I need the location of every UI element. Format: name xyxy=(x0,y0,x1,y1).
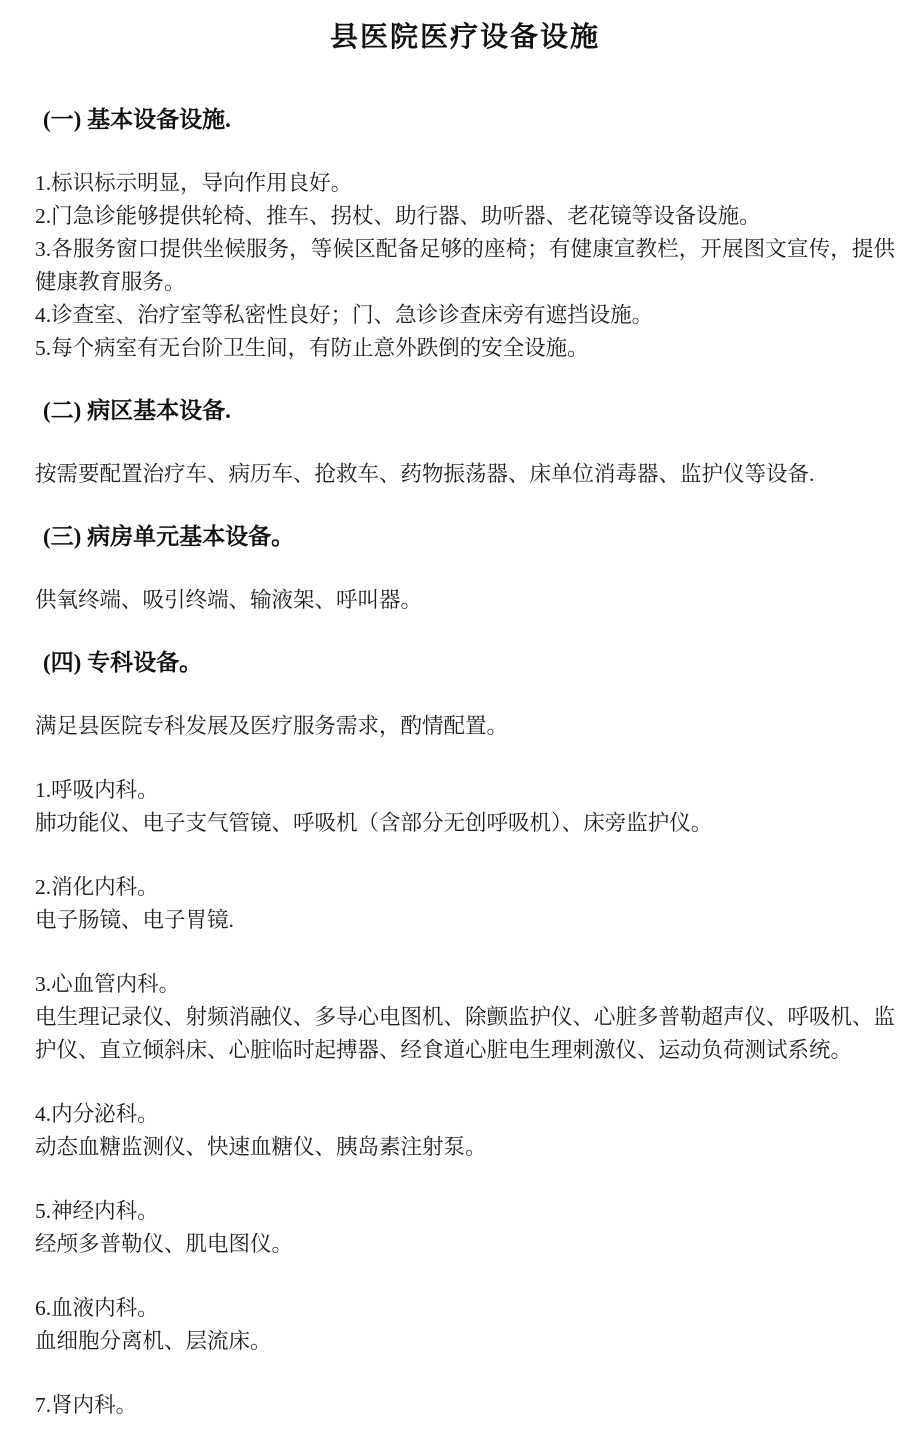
specialty-name: 1.呼吸内科。 xyxy=(35,778,159,802)
specialty-name: 3.心血管内科。 xyxy=(35,972,181,996)
specialty-block-neurology xyxy=(35,1195,895,1261)
specialty-name: 7.肾内科。 xyxy=(35,1393,138,1417)
document-page xyxy=(0,18,912,1436)
list-item: 4.诊查室、治疗室等私密性良好；门、急诊诊查床旁有遮挡设施。 xyxy=(35,303,654,327)
section-heading-1: (一) 基本设备设施. xyxy=(43,107,231,132)
section-4-body: 满足县医院专科发展及医疗服务需求，酌情配置。 xyxy=(35,714,509,738)
specialty-name: 4.内分泌科。 xyxy=(35,1102,159,1126)
section-heading-2: (二) 病区基本设备. xyxy=(43,398,231,423)
specialty-name: 5.神经内科。 xyxy=(35,1199,159,1223)
specialty-block-endocrinology xyxy=(35,1098,895,1164)
list-item: 2.门急诊能够提供轮椅、推车、拐杖、助行器、助听器、老花镜等设备设施。 xyxy=(35,204,761,228)
specialty-block-hematology xyxy=(35,1292,895,1358)
specialty-equipment: 血细胞分离机、层流床。 xyxy=(35,1329,272,1353)
specialty-block-cardiovascular xyxy=(35,968,895,1067)
specialty-name: 2.消化内科。 xyxy=(35,875,159,899)
specialty-equipment: 经颅多普勒仪、肌电图仪。 xyxy=(35,1232,294,1256)
section-heading-3: (三) 病房单元基本设备。 xyxy=(43,524,295,549)
specialty-block-nephrology xyxy=(35,1389,895,1422)
specialty-equipment: 动态血糖监测仪、快速血糖仪、胰岛素注射泵。 xyxy=(35,1135,487,1159)
specialty-equipment: 电子肠镜、电子胃镜. xyxy=(35,908,234,932)
specialty-equipment: 肺功能仪、电子支气管镜、呼吸机（含部分无创呼吸机）、床旁监护仪。 xyxy=(35,811,713,835)
document-title: 县医院医疗设备设施 xyxy=(329,22,600,53)
list-item: 3.各服务窗口提供坐候服务，等候区配备足够的座椅；有健康宣教栏，开展图文宣传，提供健康教育服务。 xyxy=(35,237,895,294)
list-item: 1.标识标示明显，导向作用良好。 xyxy=(35,171,353,195)
list-item: 5.每个病室有无台阶卫生间，有防止意外跌倒的安全设施。 xyxy=(35,336,589,360)
section-2-body: 按需要配置治疗车、病历车、抢救车、药物振荡器、床单位消毒器、监护仪等设备. xyxy=(35,462,815,486)
specialty-name: 6.血液内科。 xyxy=(35,1296,159,1320)
section-heading-4: (四) 专科设备。 xyxy=(43,650,203,675)
specialty-equipment: 电生理记录仪、射频消融仪、多导心电图机、除颤监护仪、心脏多普勒超声仪、呼吸机、监护仪、直立倾斜床、心脏临时起搏器、经食道心脏电生理刺激仪、运动负荷测试系统。 xyxy=(35,1005,896,1062)
specialty-block-respiratory xyxy=(35,774,895,840)
section-3-body: 供氧终端、吸引终端、输液架、呼叫器。 xyxy=(35,588,423,612)
section-1-items xyxy=(35,167,895,365)
specialty-block-digestive xyxy=(35,871,895,937)
